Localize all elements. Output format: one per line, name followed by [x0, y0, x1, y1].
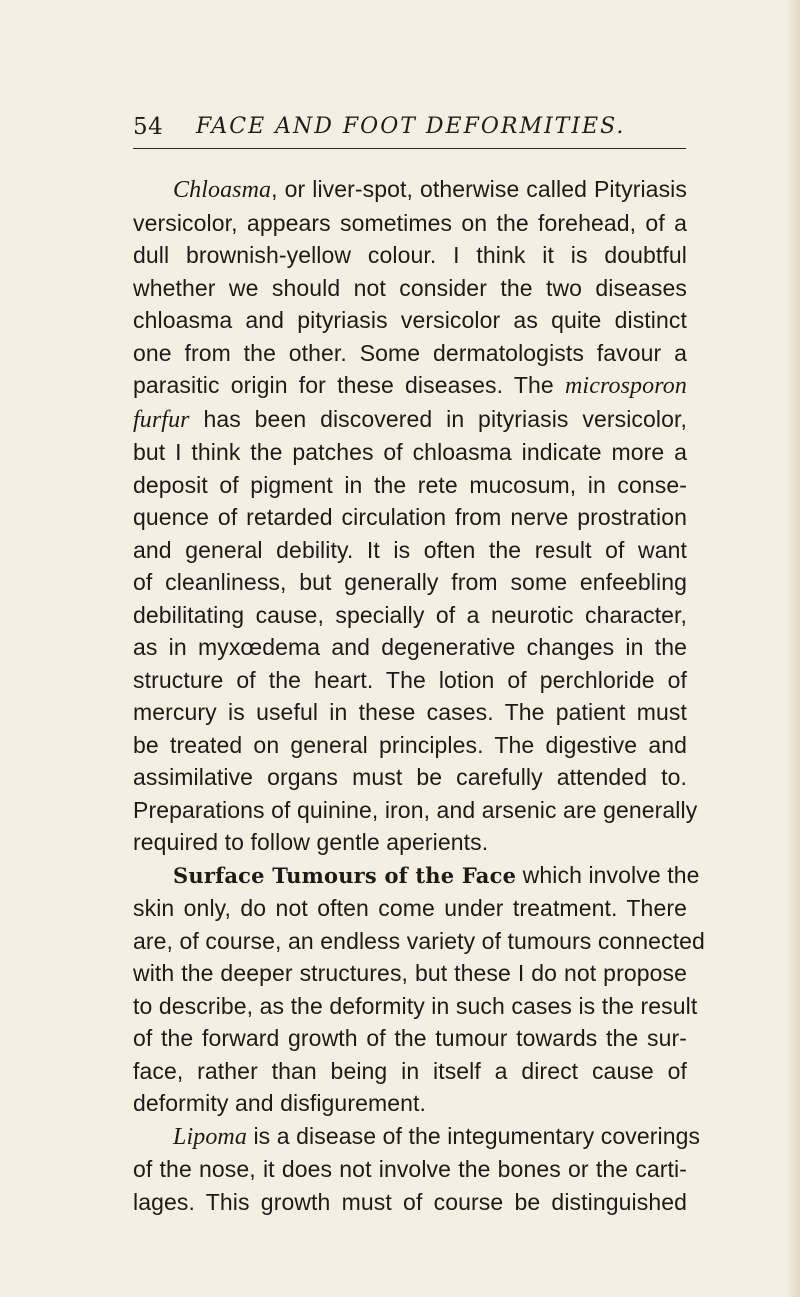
text-line: [133, 403, 687, 437]
text-line: with the deeper structures, but these I do not propose: [133, 960, 687, 986]
text-line: [133, 859, 700, 893]
page-header: [133, 110, 688, 150]
text-line: versicolor, appears sometimes on the forehead, of a: [133, 209, 687, 236]
text-segment: parasitic origin for these diseases. The: [133, 372, 565, 398]
text-line: to describe, as the deformity in such cases is the result: [133, 992, 698, 1019]
italic-term: furfur: [133, 406, 190, 433]
text-line: as in myxœdema and degenerative changes in the: [133, 634, 687, 660]
text-segment: has been discovered in pityriasis versicolor,: [189, 405, 687, 432]
text-line: Preparations of quinine, iron, and arsenic are generally: [133, 796, 698, 823]
text-line: but I think the patches of chloasma indicate more a: [133, 439, 687, 465]
paragraph-lipoma: [133, 1120, 701, 1219]
text-line: [133, 173, 687, 207]
paragraph-surface-tumours: [133, 859, 705, 1120]
text-line: assimilative organs must be carefully attended to.: [133, 764, 687, 790]
text-line: of the nose, it does not involve the bones or the carti-: [133, 1156, 687, 1182]
text-segment: is a disease of the integumentary coverings: [246, 1122, 701, 1149]
text-line: quence of retarded circulation from nerve prostration: [133, 504, 687, 530]
italic-term: Chloasma: [173, 177, 272, 203]
body-text: [133, 173, 705, 1218]
paragraph-chloasma: [133, 173, 698, 859]
text-line: of the forward growth of the tumour towards the sur-: [133, 1025, 687, 1051]
text-line: deformity and disfigurement.: [133, 1090, 426, 1116]
page-edge-shading: [786, 0, 800, 1297]
text-line: are, of course, an endless variety of tumours connected: [133, 927, 705, 954]
text-line: face, rather than being in itself a direct cause of: [133, 1057, 687, 1084]
text-line: of cleanliness, but generally from some enfeebling: [133, 569, 687, 595]
text-line: debilitating cause, specially of a neurotic character,: [133, 601, 687, 628]
text-line: whether we should not consider the two diseases: [133, 274, 687, 301]
text-line: [133, 369, 687, 403]
text-segment: which involve the: [516, 861, 700, 888]
run-in-heading: Surface Tumours of the Face: [173, 862, 517, 888]
text-line: structure of the heart. The lotion of perchloride of: [133, 666, 687, 693]
text-line: required to follow gentle aperients.: [133, 829, 489, 855]
page-number: 54: [133, 114, 164, 140]
text-line: and general debility. It is often the result of want: [133, 536, 687, 563]
text-line: lages. This growth must of course be distinguished: [133, 1188, 687, 1215]
italic-term: Lipoma: [173, 1123, 247, 1150]
text-line: dull brownish-yellow colour. I think it is doubtful: [133, 242, 687, 268]
text-line: skin only, do not often come under treatment. There: [133, 895, 687, 921]
text-line: one from the other. Some dermatologists favour a: [133, 339, 687, 366]
text-line: be treated on general principles. The digestive and: [133, 731, 687, 758]
text-line: deposit of pigment in the rete mucosum, in conse-: [133, 471, 687, 498]
running-title: FACE AND FOOT DEFORMITIES.: [196, 114, 626, 139]
text-line: chloasma and pityriasis versicolor as quite distinct: [133, 307, 687, 333]
header-rule: [133, 148, 686, 149]
italic-term: microsporon: [565, 373, 687, 399]
text-line: [133, 1120, 701, 1154]
text-line: mercury is useful in these cases. The patient must: [133, 699, 687, 725]
text-segment: , or liver-spot, otherwise called Pityriasis: [271, 176, 687, 202]
